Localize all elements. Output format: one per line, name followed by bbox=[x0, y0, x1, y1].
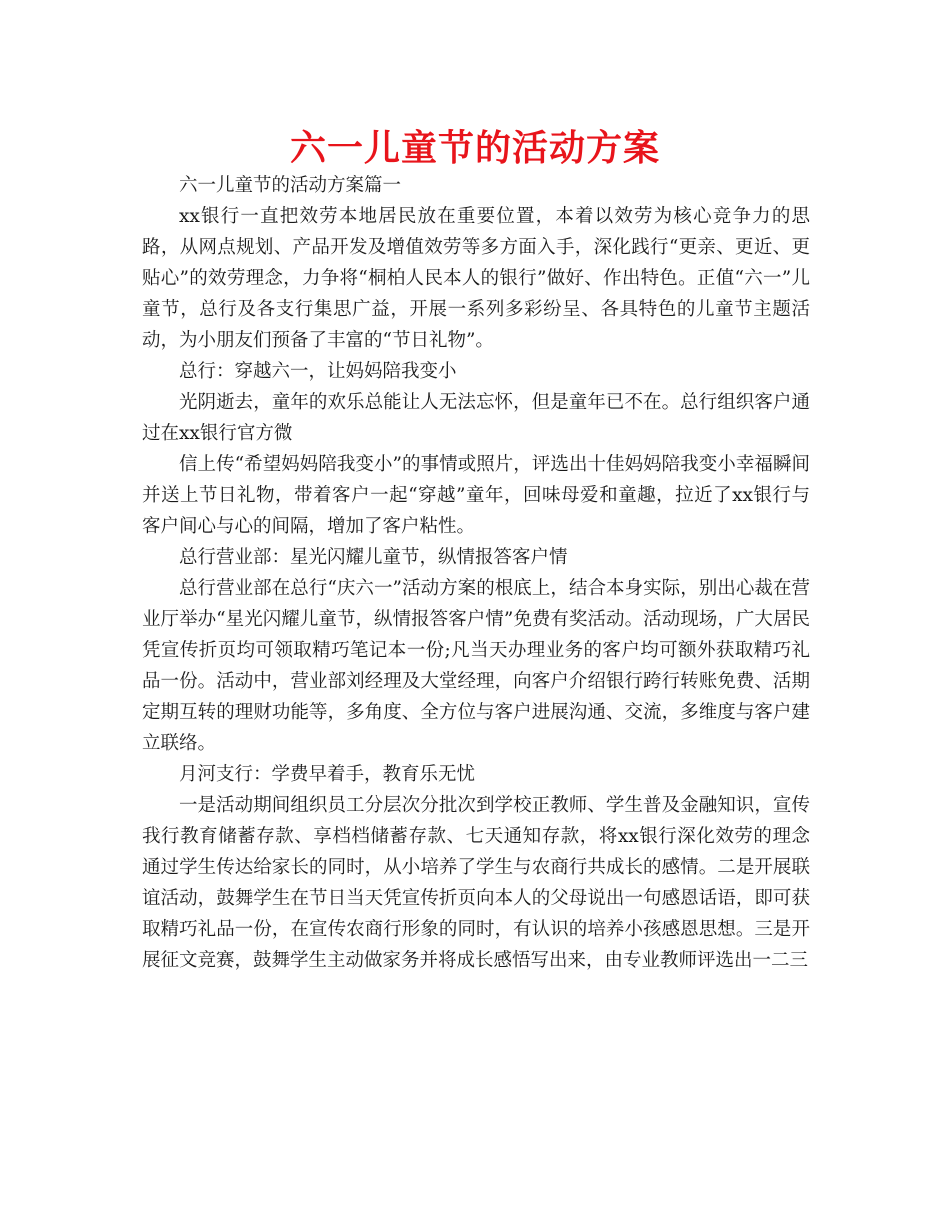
body-paragraph: 总行营业部在总行“庆六一”活动方案的根底上，结合本身实际，别出心裁在营业厅举办“星光闪耀儿童节，纵情报答客户情”免费有奖活动。活动现场，广大居民凭宣传折页均可领取精巧笔记本一份;凡当天办理业务的客户均可额外获取精巧礼品一份。活动中，营业部刘经理及大堂经理，向客户介绍银行跨行转账免费、活期定期互转的理财功能等，多角度、全方位与客户进展沟通、交流，多维度与客户建立联络。 bbox=[142, 578, 810, 754]
body-paragraph: xx银行一直把效劳本地居民放在重要位置，本着以效劳为核心竞争力的思路，从网点规划、产品开发及增值效劳等多方面入手，深化践行“更亲、更近、更贴心”的效劳理念，力争将“桐柏人民本人的银行”做好、作出特色。正值“六一”儿童节，总行及各支行集思广益，开展一系列多彩纷呈、各具特色的儿童节主题活动，为小朋友们预备了丰富的“节日礼物”。 bbox=[142, 206, 810, 351]
document-title: 六一儿童节的活动方案 bbox=[289, 128, 660, 169]
body-paragraph: 光阴逝去，童年的欢乐总能让人无法忘怀，但是童年已不在。总行组织客户通过在xx银行官方微 bbox=[142, 392, 810, 444]
section-heading: 六一儿童节的活动方案篇一 bbox=[179, 175, 402, 196]
section-heading: 总行营业部：星光闪耀儿童节，纵情报答客户情 bbox=[179, 547, 568, 568]
body-paragraph: 信上传“希望妈妈陪我变小”的事情或照片，评选出十佳妈妈陪我变小幸福瞬间并送上节日礼物，带着客户一起“穿越”童年，回味母爱和童趣，拉近了xx银行与客户间心与心的间隔，增加了客户粘性。 bbox=[142, 454, 810, 537]
section-heading: 月河支行：学费早着手，教育乐无忧 bbox=[179, 764, 476, 785]
section-heading: 总行：穿越六一，让妈妈陪我变小 bbox=[179, 361, 457, 382]
document-body bbox=[142, 170, 810, 976]
body-paragraph: 一是活动期间组织员工分层次分批次到学校正教师、学生普及金融知识，宣传我行教育储蓄存款、享档档储蓄存款、七天通知存款，将xx银行深化效劳的理念通过学生传达给家长的同时，从小培养了学生与农商行共成长的感情。二是开展联谊活动，鼓舞学生在节日当天凭宣传折页向本人的父母说出一句感恩话语，即可获取精巧礼品一份，在宣传农商行形象的同时，有认识的培养小孩感恩思想。三是开展征文竞赛，鼓舞学生主动做家务并将成长感悟写出来，由专业教师评选出一二三 bbox=[142, 795, 810, 971]
